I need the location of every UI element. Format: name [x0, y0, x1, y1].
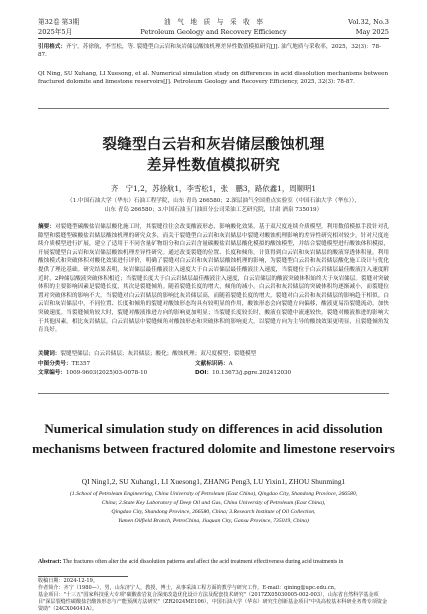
- abstract-en-text: The fractures often alter the acid dissolution patterns and affect the acid treatment effectiveness during acid treatments in: [62, 559, 344, 565]
- header-left-line1: 第32卷 第3期: [38, 18, 80, 26]
- abstract-cn-text: 对裂缝型碳酸盐岩储层酸化施工时，其裂缝往往会改变酸液形态，影响酸化效果。基于双尺度连续介质模型，利用数值模拟手段针对孔隙型和裂缝型碳酸盐岩储层酸蚀机理的研究众多，而关于裂缝型白云岩和灰岩储层中裂缝对酸蚀机理影响的差异性研究相对较少。针对尺度连续介质模型进行扩展，建立了适用于不同含量矿物组分和白云岩含量碳酸盐岩储层酸化模拟的酸蚀模型，并结合裂缝模型进行酸蚀体积模拟，开展裂缝型白云岩和灰岩储层酸蚀机理差异性研究。通过改变裂缝的位置、长度和倾角，计算得到白云岩和灰岩储层的酸液穿透体积量。利用酸蚀模式和突破体积对酸化效果进行评价，明确了裂缝对白云岩和灰岩储层酸蚀机理的影响，为裂缝型白云岩和灰岩储层酸化施工设计与优化提供了理论基础。研究结果表明，灰岩储层最佳酸液注入速度大于白云岩储层最佳酸液注入速度，当裂缝位于白云岩储层最佳酸液注入速度附近时，2种储层酸液突破体积相近；当裂缝长度大于白云岩储层最佳酸液注入速度，白云岩储层的酸液突破体积始终大于灰岩储层。裂缝对突破体积的主要影响因素是裂缝长度，其次是裂缝倾角。随着裂缝长度的增大，倾角的减小，白云岩和灰岩储层的突破体积均逐渐减小，而裂缝位置对突破体积的影响不大。当裂缝对白云岩储层的影响比灰岩储层高，而随着裂缝长度的增大，裂缝对白云岩和灰岩储层的影响趋于相似。白云岩和灰岩储层中，不同位置、长度和倾角的裂缝对酸蚀形态均具有较明显的作用，酸蚀形态会向裂缝方向偏移，酸液更易沿裂缝流动，加快突破速度。当裂缝倾角较大时，裂缝对酸液推进方向的影响更加明显；当裂缝长度较长时，酸液在裂缝中流速较快，裂缝对酸液推进的影响大于其他因素。相比灰岩储层，白云岩储层中裂缝倾角对酸蚀形态和突破体积的影响更大，以裂缝方向为主导的酸蚀效果更明显，且裂缝倾角发育良好。: [38, 224, 389, 334]
- article-number: [38, 369, 147, 377]
- affiliation-en-line1: (1.School of Petroleum Engineering, China University of Petroleum (East China), Qingdao City, Shandong Province, 266580,: [69, 491, 358, 497]
- citation-label: 引用格式：: [38, 44, 66, 50]
- doc-code-label: 文献标识码：: [195, 361, 229, 367]
- footnote-received: 收稿日期：2024-12-19。: [38, 578, 98, 584]
- footnote-divider: [38, 576, 128, 577]
- title-en-line2: mechanisms between fractured dolomite and limestone reservoirs: [32, 441, 395, 456]
- affiliation-cn-line1: （1.中国石油大学（华东）石油工程学院，山东 青岛 266580；2.深层油气全国重点实验室（中国石油大学（华东）），: [67, 198, 360, 204]
- abstract-en-label: Abstract:: [38, 559, 62, 565]
- affiliation-cn-line2: 山东 青岛 266580；3.中国石油玉门油田分公司采油工艺研究院，甘肃 酒泉 735019）: [104, 207, 323, 213]
- clc-number: [38, 360, 90, 368]
- header-center-line2: Petroleum Geology and Recovery Efficiency: [140, 28, 287, 36]
- doi-label: DOI：: [195, 370, 213, 376]
- clc-text: TE357: [71, 361, 91, 367]
- footnote-author-bio: 作者简介：齐宁（1980—），男，山东济宁人，教授，博士，从事采油工程方面的教学与研究工作。E-mail：qining@upc.edu.cn。: [38, 585, 339, 591]
- abstract-cn: [38, 223, 389, 345]
- title-cn-line2: 差异性数值模拟研究: [146, 158, 281, 174]
- article-number-text: 1009-9603(2025)03-0078-10: [65, 370, 148, 376]
- doc-code: [195, 360, 233, 368]
- authors-cn: 齐 宁1,2，苏徐航1，李雪松1，张 鹏3，路依鑫1，周顺明1: [110, 184, 317, 193]
- affiliation-en-line3: Qingdao City, Shandong Province, 266580, China; 3.Research Institute of Oil Collection,: [111, 509, 316, 515]
- section-divider: [38, 393, 389, 394]
- abstract-cn-label: 摘要：: [38, 224, 55, 230]
- citation-en: [38, 70, 389, 86]
- header-volume-en: [348, 17, 389, 37]
- article-number-label: 文章编号：: [38, 370, 66, 376]
- citation-cn: [38, 43, 389, 59]
- title-en-line1: Numerical simulation study on differences in acid dissolution: [44, 421, 383, 436]
- doc-code-text: A: [228, 361, 233, 367]
- keywords-cn: [38, 350, 389, 359]
- header-left-line2: 2025年5月: [38, 28, 73, 36]
- header-divider: [38, 38, 389, 39]
- citation-divider: [38, 108, 389, 109]
- keywords-text: 裂缝型储层；白云岩储层；灰岩储层；酸化；酸蚀机理；双尺度模型；裂缝模型: [60, 351, 257, 357]
- citation-cn-text: 齐宁，苏徐航，李雪松，等. 裂缝型白云岩和灰岩储层酸蚀机理差异性数值模拟研究[J]. 油气地质与采收率，2025，32(3)：78-87.: [38, 44, 381, 58]
- footnote-funding: 基金项目："十三五"国家科技重大专项"碳酸盐岩复合深度改造优化设计方法及配套技术研究"（2017ZX05030005-002-003），山东省自然科学基金项目"深层裂缝性碳酸盐岩酸蚀形态与产能预测方法研究"（ZR2024ME106），中国石油大学（华东）研究生创新基金项目"中央高校基本科研业务费专项资金资助"（24CX04041A）。: [38, 592, 388, 613]
- clc-label: 中图分类号：: [38, 361, 72, 367]
- affiliation-en-line4: Yumen Oilfield Branch, PetroChina, Jiuquan City, Gansu Province, 735019, China): [118, 518, 309, 524]
- doi-text[interactable]: 10.13673/j.pgre.202412030: [212, 370, 292, 376]
- header-center-line1: 油 气 地 质 与 采 收 率: [164, 18, 263, 26]
- header-right-line1: Vol.32, No.3: [348, 18, 389, 26]
- doi: [195, 369, 291, 377]
- abstract-en: [38, 558, 389, 567]
- header-journal-name: [38, 17, 389, 37]
- keywords-label: 关键词：: [38, 351, 61, 357]
- title-cn-line1: 裂缝型白云岩和灰岩储层酸蚀机理: [102, 137, 325, 153]
- citation-en-text: QI Ning, SU Xuhang, LI Xuesong, et al. Numerical simulation study on differences in acid dissolution mechanisms between fractured dolomite and limestone reservoirs[J]. Petroleum Geology and Recovery Efficiency, 2025, 32(3): 78-87.: [38, 71, 389, 85]
- header-right-line2: May 2025: [355, 28, 389, 36]
- affiliation-en-line2: China; 2.State Key Laboratory of Deep Oil and Gas, China University of Petroleum (East China),: [101, 500, 326, 506]
- authors-en: QI Ning1,2, SU Xuhang1, LI Xuesong1, ZHANG Peng3, LU Yixin1, ZHOU Shunming1: [81, 477, 346, 486]
